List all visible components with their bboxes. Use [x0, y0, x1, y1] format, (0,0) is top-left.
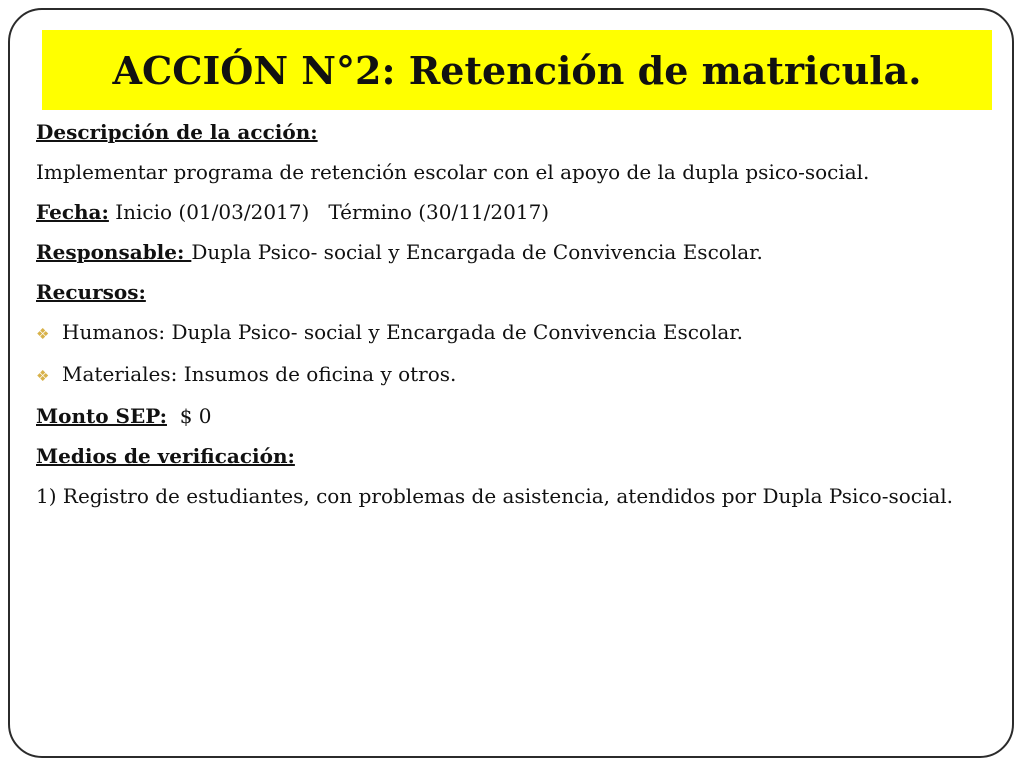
descripcion-text: Implementar programa de retención escolar con el apoyo de la dupla psico-social. [36, 160, 870, 184]
diamond-bullet-icon: ❖ [36, 367, 50, 385]
medios-heading [36, 444, 986, 468]
slide-content [36, 120, 986, 524]
recursos-item-materiales [36, 362, 986, 388]
slide-title: ACCIÓN N°2: Retención de matricula. [112, 47, 922, 93]
responsable-text: Dupla Psico- social y Encargada de Convivencia Escolar. [191, 240, 763, 264]
recursos-item-humanos [36, 320, 986, 346]
recursos-label: Recursos: [36, 280, 146, 304]
responsable-line [36, 240, 986, 264]
monto-line [36, 404, 986, 428]
fecha-label: Fecha: [36, 200, 109, 224]
fecha-inicio: Inicio (01/03/2017) [115, 200, 310, 224]
medios-text: 1) Registro de estudiantes, con problemas de asistencia, atendidos por Dupla Psico-social. [36, 484, 954, 508]
diamond-bullet-icon: ❖ [36, 325, 50, 343]
monto-label: Monto SEP: [36, 404, 167, 428]
descripcion-heading [36, 120, 986, 144]
monto-value: $ 0 [179, 404, 212, 428]
descripcion-label: Descripción de la acción: [36, 120, 318, 144]
medios-label: Medios de verificación: [36, 444, 295, 468]
responsable-label: Responsable: [36, 240, 192, 264]
recursos-item-text: Materiales: Insumos de oficina y otros. [62, 362, 457, 386]
title-band [42, 30, 992, 110]
recursos-heading [36, 280, 986, 304]
slide-frame [8, 8, 1014, 758]
fecha-line [36, 200, 986, 224]
recursos-item-text: Humanos: Dupla Psico- social y Encargada de Convivencia Escolar. [62, 320, 743, 344]
fecha-termino: Término (30/11/2017) [328, 200, 550, 224]
